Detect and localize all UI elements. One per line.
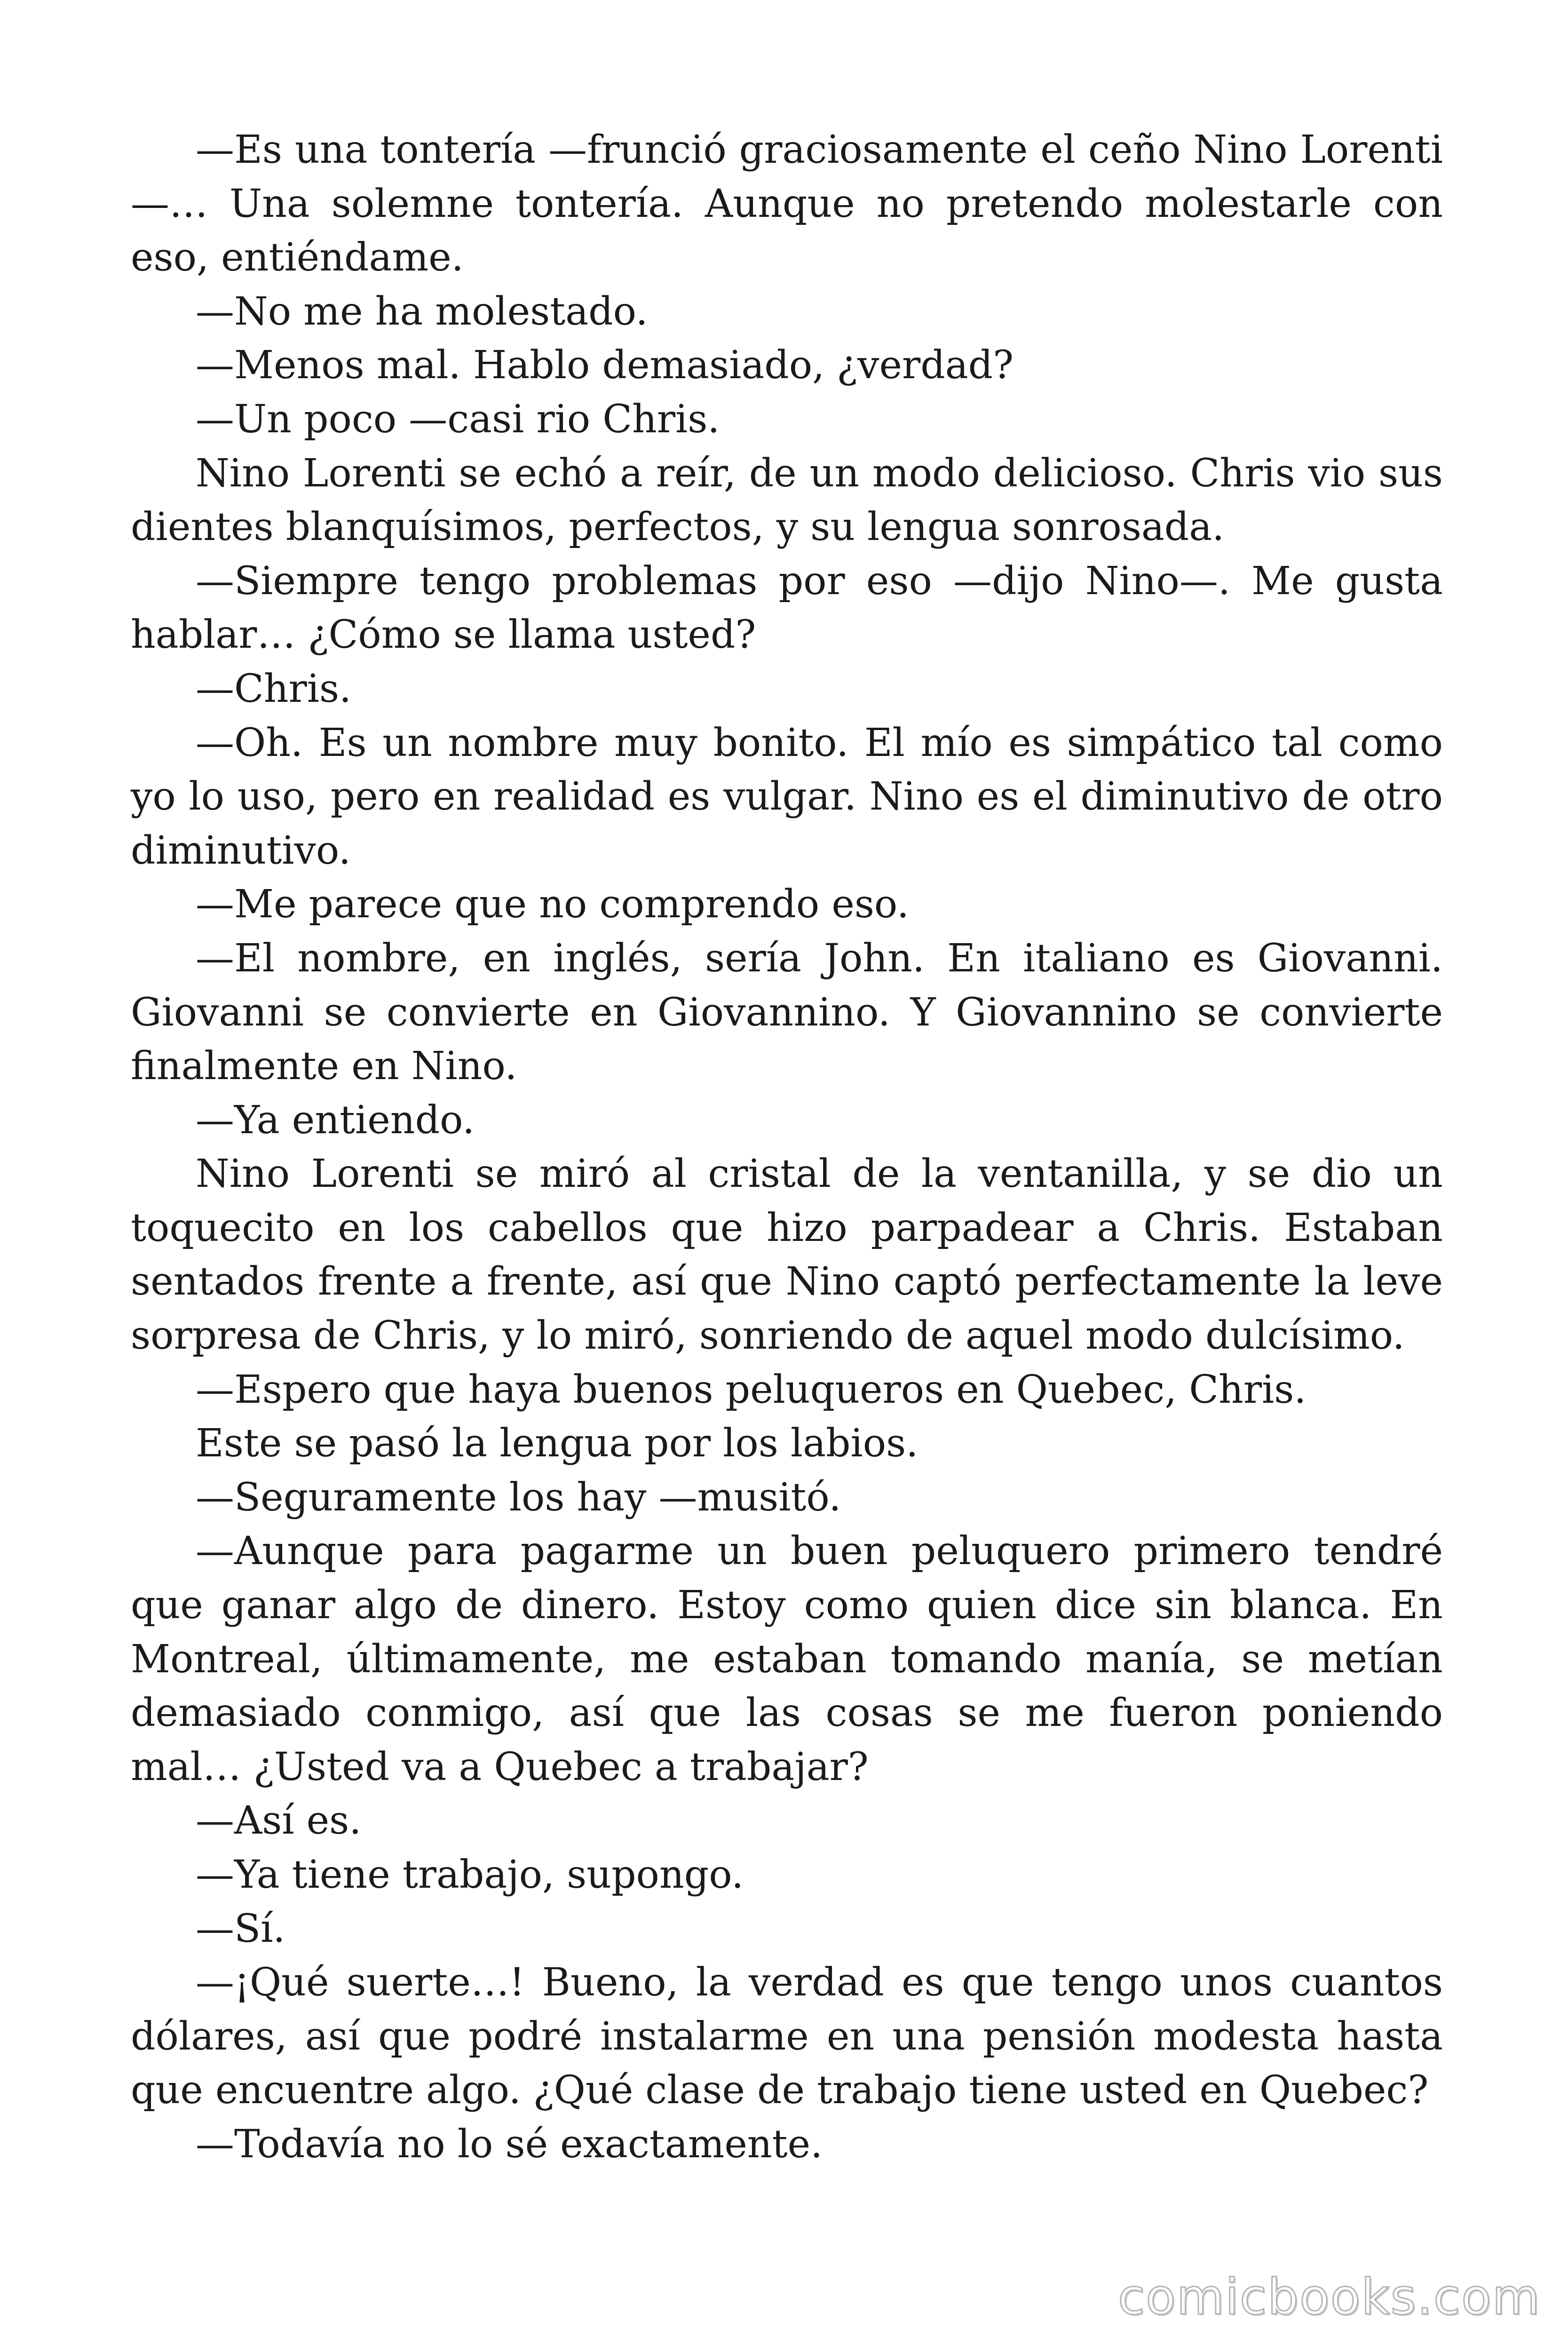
paragraph: —Así es. <box>196 1798 362 1843</box>
paragraph: —Siempre tengo problemas por eso —dijo Nino—. Me gusta hablar… ¿Cómo se llama usted? <box>131 558 1443 658</box>
paragraph: —Ya entiendo. <box>196 1097 475 1143</box>
paragraph: —Un poco —casi rio Chris. <box>196 397 720 442</box>
paragraph: —Seguramente los hay —musitó. <box>196 1475 841 1520</box>
paragraph: —Espero que haya buenos peluqueros en Quebec, Chris. <box>196 1367 1307 1412</box>
paragraph: Este se pasó la lengua por los labios. <box>196 1421 919 1466</box>
paragraph: —No me ha molestado. <box>196 289 648 334</box>
watermark-logo: comicbooks.com <box>1117 2268 1541 2326</box>
paragraph: —Aunque para pagarme un buen peluquero primero tendré que ganar algo de dinero. Estoy como quien dice sin blanca. En Montreal, últimamente, me estaban tomando manía, se metían demasiado conmigo, así que las cosas se me fueron poniendo mal… ¿Usted va a Quebec a trabajar? <box>131 1529 1443 1789</box>
paragraph: Nino Lorenti se miró al cristal de la ventanilla, y se dio un toquecito en los cabellos que hizo parpadear a Chris. Estaban sentados frente a frente, así que Nino captó perfectamente la leve sorpresa de Chris, y lo miró, sonriendo de aquel modo dulcísimo. <box>131 1152 1443 1359</box>
paragraph: —Oh. Es un nombre muy bonito. El mío es simpático tal como yo lo uso, pero en realidad es vulgar. Nino es el diminutivo de otro diminutivo. <box>131 720 1443 873</box>
paragraph: Nino Lorenti se echó a reír, de un modo delicioso. Chris vio sus dientes blanquísimos, perfectos, y su lengua sonrosada. <box>131 451 1443 550</box>
paragraph: —El nombre, en inglés, sería John. En italiano es Giovanni. Giovanni se convierte en Giovannino. Y Giovannino se convierte finalmente en Nino. <box>131 936 1443 1089</box>
paragraph: —Me parece que no comprendo eso. <box>196 882 909 927</box>
paragraph: —Es una tontería —frunció graciosamente el ceño Nino Lorenti —… Una solemne tontería. Aunque no pretendo molestarle con eso, entiéndame. <box>131 127 1443 280</box>
paragraph: —Sí. <box>196 1906 285 1951</box>
body-text <box>131 123 1443 2172</box>
paragraph: —¡Qué suerte…! Bueno, la verdad es que tengo unos cuantos dólares, así que podré instalarme en una pensión modesta hasta que encuentre algo. ¿Qué clase de trabajo tiene usted en Quebec? <box>131 1960 1443 2113</box>
paragraph: —Todavía no lo sé exactamente. <box>196 2122 823 2167</box>
paragraph: —Ya tiene trabajo, supongo. <box>196 1852 744 1897</box>
paragraph: —Chris. <box>196 666 352 711</box>
paragraph: —Menos mal. Hablo demasiado, ¿verdad? <box>196 343 1014 388</box>
